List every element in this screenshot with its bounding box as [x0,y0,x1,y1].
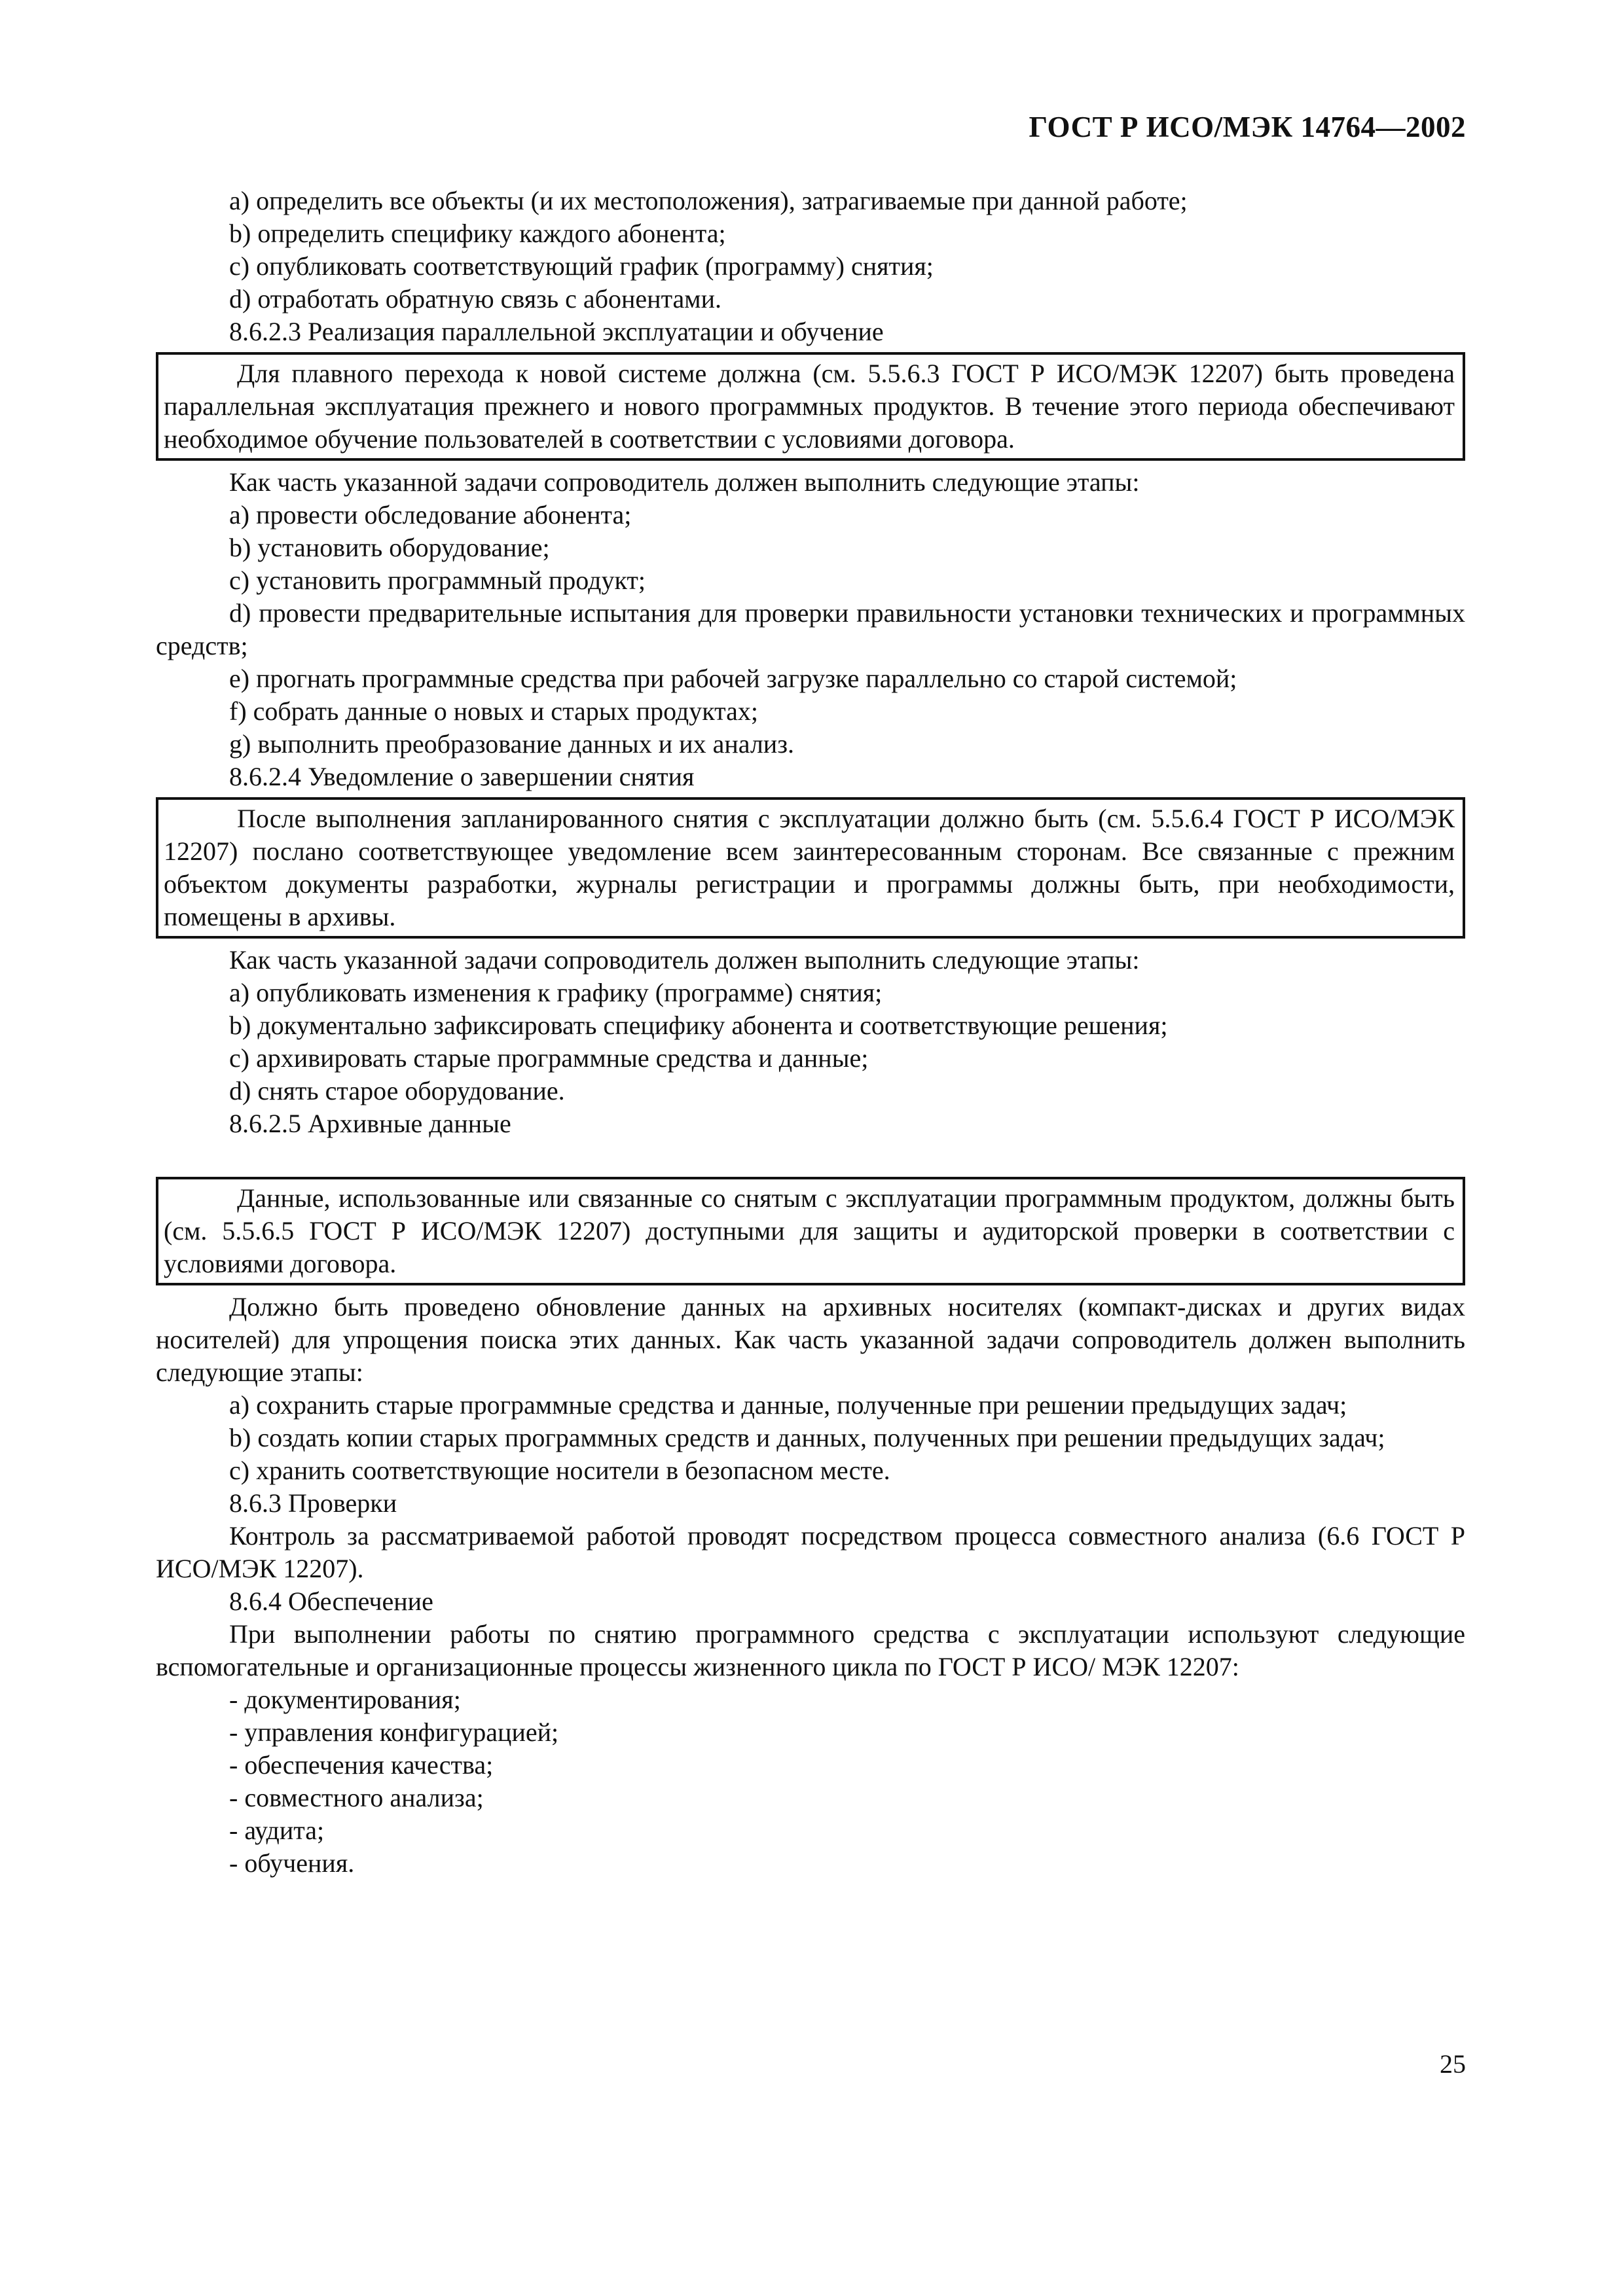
list-item: c) архивировать старые программные средства и данные; [229,1043,869,1073]
list-item: g) выполнить преобразование данных и их анализ. [229,729,795,759]
paragraph: Должно быть проведено обновление данных на архивных носителях (компакт-дисках и других видах носителей) для упрощения поиска этих данных. Как часть указанной задачи сопроводитель должен выполнить следующие этапы: [156,1292,1465,1387]
list-item: - совместного анализа; [229,1783,484,1812]
paragraph: Контроль за рассматриваемой работой проводят посредством процесса совместного анализа (6.6 ГОСТ Р ИСО/МЭК 12207). [156,1521,1465,1583]
list-item: f) собрать данные о новых и старых продуктах; [229,696,759,726]
list-item: b) определить специфику каждого абонента; [229,219,726,248]
requirement-box [156,1177,1465,1285]
requirement-text: Данные, использованные или связанные со снятым с эксплуатации программным продуктом, должны быть (см. 5.5.6.5 ГОСТ Р ИСО/МЭК 12207) доступными для защиты и аудиторской проверки в соответствии с условиями договора. [164,1183,1455,1278]
section-heading: 8.6.2.4 Уведомление о завершении снятия [229,762,695,791]
section-heading: 8.6.3 Проверки [229,1488,397,1518]
section-heading: 8.6.2.5 Архивные данные [229,1109,511,1138]
list-item: b) установить оборудование; [229,533,550,562]
section-heading: 8.6.2.3 Реализация параллельной эксплуатации и обучение [229,317,884,346]
list-item: a) провести обследование абонента; [229,500,632,529]
list-item: - обеспечения качества; [229,1750,494,1780]
list-item: c) опубликовать соответствующий график (программу) снятия; [229,251,934,281]
list-item: - управления конфигурацией; [229,1717,559,1747]
paragraph: При выполнении работы по снятию программного средства с эксплуатации используют следующие вспомогательные и организационные процессы жизненного цикла по ГОСТ Р ИСО/ МЭК 12207: [156,1619,1465,1681]
list-item: c) хранить соответствующие носители в безопасном месте. [229,1456,890,1485]
document-header: ГОСТ Р ИСО/МЭК 14764—2002 [1029,111,1466,143]
requirement-box [156,797,1465,939]
list-item: - аудита; [229,1816,325,1845]
list-item: d) провести предварительные испытания для проверки правильности установки технических и программных средств; [156,598,1465,660]
list-item: c) установить программный продукт; [229,565,646,595]
list-item: a) сохранить старые программные средства и данные, полученные при решении предыдущих задач; [229,1390,1347,1420]
spacer [156,1140,1465,1173]
list-item: b) документально зафиксировать специфику абонента и соответствующие решения; [229,1011,1168,1040]
page-number: 25 [1440,2049,1466,2079]
list-item: a) определить все объекты (и их местоположения), затрагиваемые при данной работе; [229,186,1188,215]
paragraph: Как часть указанной задачи сопроводитель должен выполнить следующие этапы: [229,467,1140,497]
page-body [156,185,1465,1880]
list-item: - документирования; [229,1685,461,1714]
requirement-text: После выполнения запланированного снятия с эксплуатации должно быть (см. 5.5.6.4 ГОСТ Р ИСО/МЭК 12207) послано соответствующее уведомление всем заинтересованным сторонам. Все связанные с прежним объектом документы разработки, журналы регистрации и программы должны быть, при необходимости, помещены в архивы. [164,804,1455,931]
list-item: e) прогнать программные средства при рабочей загрузке параллельно со старой системой; [229,664,1237,693]
list-item: b) создать копии старых программных средств и данных, полученных при решении предыдущих задач; [229,1423,1385,1452]
paragraph: Как часть указанной задачи сопроводитель должен выполнить следующие этапы: [229,945,1140,975]
requirement-text: Для плавного перехода к новой системе должна (см. 5.5.6.3 ГОСТ Р ИСО/МЭК 12207) быть проведена параллельная эксплуатация прежнего и нового программных продуктов. В течение этого периода обеспечивают необходимое обучение пользователей в соответствии с условиями договора. [164,359,1455,454]
list-item: d) отработать обратную связь с абонентами. [229,284,722,314]
list-item: - обучения. [229,1848,355,1878]
requirement-box [156,352,1465,461]
list-item: d) снять старое оборудование. [229,1076,565,1105]
section-heading: 8.6.4 Обеспечение [229,1587,433,1616]
list-item: a) опубликовать изменения к графику (программе) снятия; [229,978,883,1007]
